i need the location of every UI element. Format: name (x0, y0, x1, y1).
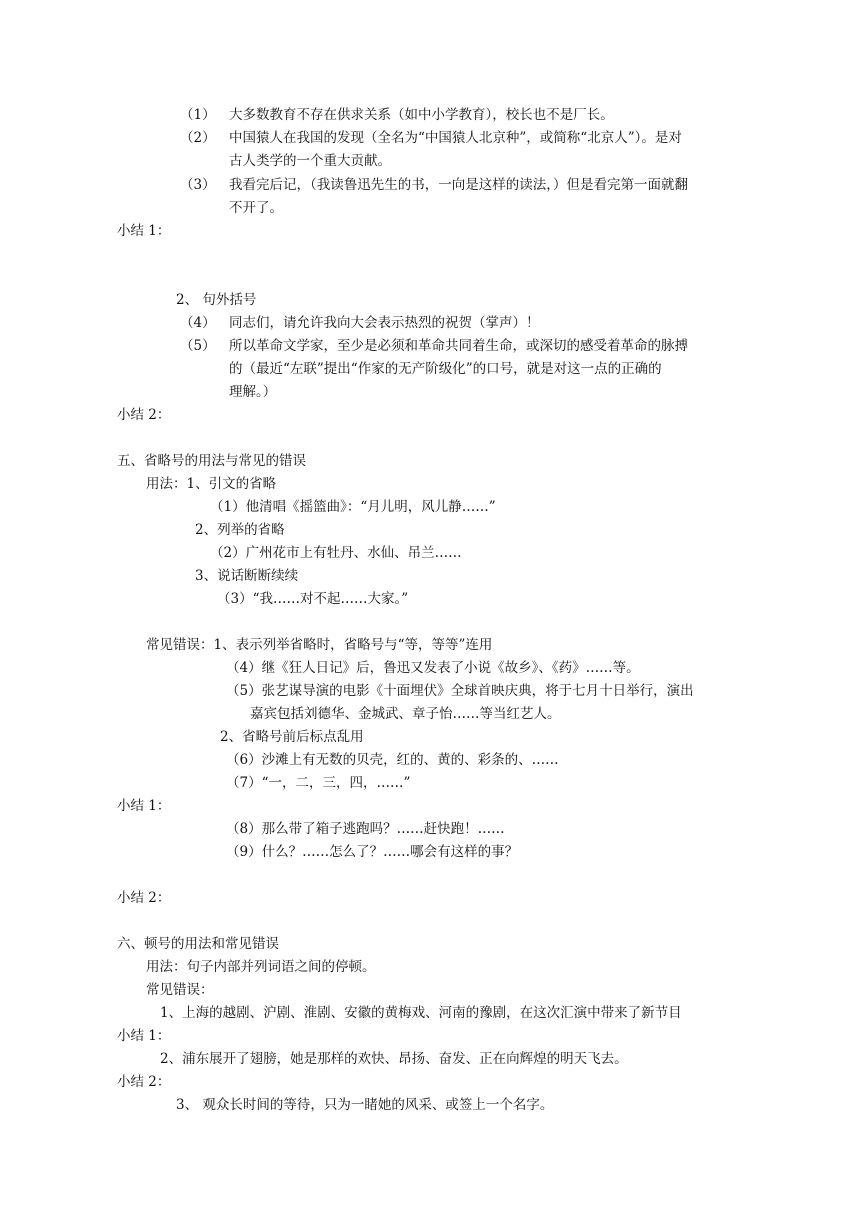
example-line: 嘉宾包括刘德华、金城武、章子怡……等当红艺人。 (250, 706, 561, 722)
item-text: 中国猿人在我国的发现（全名为“中国猿人北京种”，或简称“北京人”）。是对 (229, 130, 682, 146)
example-line: （6）沙滩上有无数的贝壳，红的、黄的、彩条的、…… (226, 752, 559, 768)
usage-line: 用法：句子内部并列词语之间的停顿。 (146, 959, 376, 975)
item-text: 我看完后记，（我读鲁迅先生的书，一向是这样的读法，）但是看完第一面就翻 (229, 177, 688, 193)
summary-label: 小结 2： (117, 890, 171, 906)
example-line: （8）那么带了箱子逃跑吗？……赶快跑！…… (226, 821, 505, 837)
usage-line: 2、列举的省略 (195, 522, 285, 538)
usage-line: 3、说话断断续续 (195, 568, 299, 584)
example-line: （4）继《狂人日记》后，鲁迅又发表了小说《故乡》、《药》……等。 (226, 660, 640, 676)
section-heading: 六、顿号的用法和常见错误 (117, 936, 279, 952)
summary-label: 小结 1： (117, 798, 171, 814)
example-line: 3、 观众长时间的等待，只为一睹她的风采、或签上一个名字。 (176, 1097, 554, 1113)
example-line: （7）“一，二，三，四，……” (226, 775, 411, 791)
section-heading: 五、省略号的用法与常见的错误 (117, 453, 306, 469)
summary-label: 小结 1： (117, 223, 171, 239)
item-text: 理解。） (229, 384, 277, 400)
item-text: 古人类学的一个重大贡献。 (229, 153, 391, 169)
example-line: （1）他清唱《摇篮曲》：“月儿明，风儿静……” (210, 499, 496, 515)
item-text: 的（最近“左联”提出“作家的无产阶级化”的口号，就是对这一点的正确的 (229, 361, 662, 377)
item-number: （1） (180, 107, 216, 123)
item-text: 同志们，请允许我向大会表示热烈的祝贺（掌声）！ (229, 315, 540, 331)
item-text: 大多数教育不存在供求关系（如中小学教育），校长也不是厂长。 (229, 107, 614, 123)
summary-label: 小结 1： (117, 1028, 171, 1044)
example-line: （3）“我……对不起……大家。” (217, 591, 409, 607)
item-text: 所以革命文学家，至少是必须和革命共同着生命，或深切的感受着革命的脉搏 (229, 338, 688, 354)
example-line: 2、浦东展开了翅膀，她是那样的欢快、昂扬、奋发、正在向辉煌的明天飞去。 (160, 1051, 628, 1067)
item-number: （2） (180, 130, 216, 146)
item-text: 不开了。 (229, 200, 283, 216)
subheading: 2、 句外括号 (176, 292, 257, 308)
example-line: （2）广州花市上有牡丹、水仙、吊兰…… (210, 545, 462, 561)
item-number: （5） (180, 338, 216, 354)
errors-line: 常见错误：1、表示列举省略时，省略号与“等，等等”连用 (146, 637, 493, 653)
summary-label: 小结 2： (117, 1074, 171, 1090)
errors-line: 2、省略号前后标点乱用 (220, 729, 364, 745)
errors-line: 常见错误： (146, 982, 214, 998)
item-number: （3） (180, 177, 216, 193)
usage-line: 用法：1、引文的省略 (146, 476, 277, 492)
summary-label: 小结 2： (117, 407, 171, 423)
item-number: （4） (180, 315, 216, 331)
example-line: （5）张艺谋导演的电影《十面埋伏》全球首映庆典，将于七月十日举行，演出 (226, 683, 694, 699)
example-line: （9）什么？……怎么了？……哪会有这样的事？ (226, 844, 519, 860)
example-line: 1、上海的越剧、沪剧、淮剧、安徽的黄梅戏、河南的豫剧，在这次汇演中带来了新节目 (160, 1005, 682, 1021)
